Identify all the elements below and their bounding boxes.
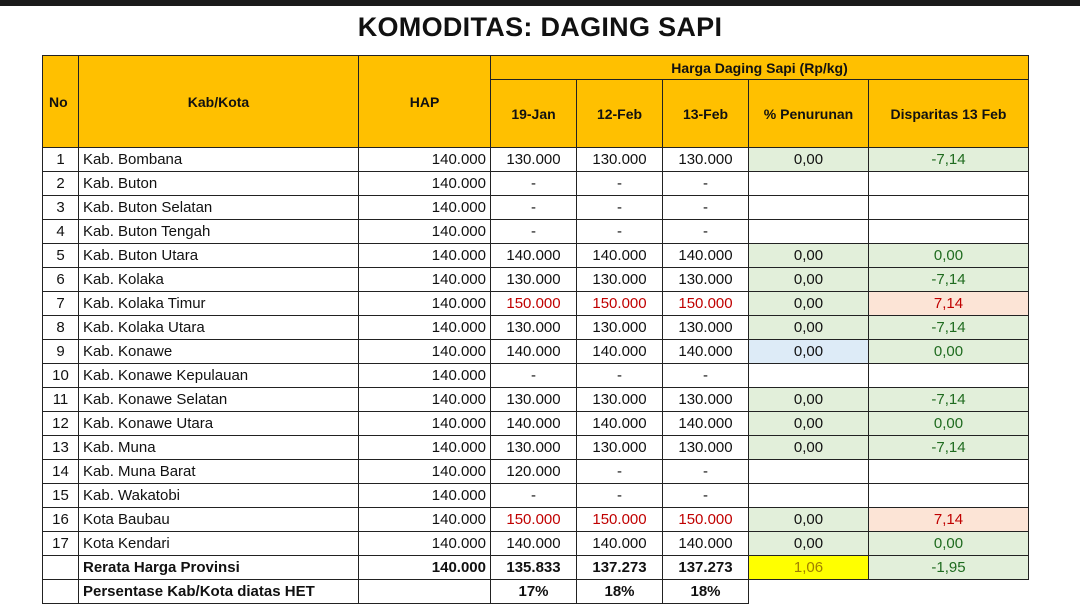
- row-no: 7: [43, 292, 79, 316]
- row-hap: 140.000: [359, 148, 491, 172]
- average-hap: 140.000: [359, 556, 491, 580]
- top-border: [0, 0, 1080, 6]
- row-penurunan: 0,00: [749, 268, 869, 292]
- row-13-feb: 130.000: [663, 268, 749, 292]
- row-19-jan: -: [491, 364, 577, 388]
- percentage-hap: [359, 580, 491, 604]
- row-hap: 140.000: [359, 364, 491, 388]
- row-19-jan: -: [491, 172, 577, 196]
- row-penurunan: 0,00: [749, 316, 869, 340]
- row-disparitas: -7,14: [869, 316, 1029, 340]
- row-penurunan: [749, 484, 869, 508]
- row-13-feb: -: [663, 364, 749, 388]
- row-no: 6: [43, 268, 79, 292]
- header-penurunan: % Penurunan: [749, 80, 869, 148]
- row-12-feb: 130.000: [577, 388, 663, 412]
- row-kab-kota: Kab. Bombana: [79, 148, 359, 172]
- row-no: 5: [43, 244, 79, 268]
- row-12-feb: 130.000: [577, 436, 663, 460]
- header-hap: HAP: [359, 56, 491, 148]
- row-no: 17: [43, 532, 79, 556]
- row-no: 10: [43, 364, 79, 388]
- row-no: 8: [43, 316, 79, 340]
- row-disparitas: 0,00: [869, 412, 1029, 436]
- row-hap: 140.000: [359, 268, 491, 292]
- row-no: 1: [43, 148, 79, 172]
- row-12-feb: 140.000: [577, 340, 663, 364]
- header-12-feb: 12-Feb: [577, 80, 663, 148]
- average-12-feb: 137.273: [577, 556, 663, 580]
- row-19-jan: -: [491, 196, 577, 220]
- row-12-feb: -: [577, 196, 663, 220]
- row-kab-kota: Kab. Wakatobi: [79, 484, 359, 508]
- percentage-no: [43, 580, 79, 604]
- row-19-jan: 140.000: [491, 244, 577, 268]
- row-penurunan: 0,00: [749, 436, 869, 460]
- row-13-feb: 140.000: [663, 412, 749, 436]
- row-penurunan: 0,00: [749, 508, 869, 532]
- row-19-jan: 130.000: [491, 316, 577, 340]
- row-no: 11: [43, 388, 79, 412]
- row-12-feb: -: [577, 364, 663, 388]
- row-hap: 140.000: [359, 220, 491, 244]
- row-hap: 140.000: [359, 172, 491, 196]
- percentage-empty-1: [749, 580, 869, 604]
- row-penurunan: 0,00: [749, 244, 869, 268]
- row-13-feb: 150.000: [663, 508, 749, 532]
- row-hap: 140.000: [359, 532, 491, 556]
- row-no: 2: [43, 172, 79, 196]
- row-disparitas: 7,14: [869, 508, 1029, 532]
- row-penurunan: 0,00: [749, 388, 869, 412]
- row-no: 12: [43, 412, 79, 436]
- row-kab-kota: Kab. Buton: [79, 172, 359, 196]
- row-12-feb: 150.000: [577, 508, 663, 532]
- percentage-13-feb: 18%: [663, 580, 749, 604]
- table-row: [43, 460, 1029, 484]
- table-row: [43, 148, 1029, 172]
- table-row: [43, 436, 1029, 460]
- row-penurunan: [749, 172, 869, 196]
- table-row: [43, 196, 1029, 220]
- header-no: No: [43, 56, 79, 148]
- row-19-jan: 130.000: [491, 148, 577, 172]
- row-19-jan: 150.000: [491, 292, 577, 316]
- row-penurunan: [749, 220, 869, 244]
- percentage-label: Persentase Kab/Kota diatas HET: [79, 580, 359, 604]
- row-kab-kota: Kab. Kolaka Timur: [79, 292, 359, 316]
- row-kab-kota: Kab. Muna: [79, 436, 359, 460]
- row-penurunan: 0,00: [749, 292, 869, 316]
- row-no: 16: [43, 508, 79, 532]
- row-hap: 140.000: [359, 436, 491, 460]
- row-12-feb: 130.000: [577, 148, 663, 172]
- percentage-empty-2: [869, 580, 1029, 604]
- row-no: 3: [43, 196, 79, 220]
- row-19-jan: 130.000: [491, 436, 577, 460]
- row-hap: 140.000: [359, 316, 491, 340]
- row-12-feb: 130.000: [577, 268, 663, 292]
- row-hap: 140.000: [359, 460, 491, 484]
- row-no: 13: [43, 436, 79, 460]
- row-13-feb: -: [663, 220, 749, 244]
- row-13-feb: 140.000: [663, 532, 749, 556]
- row-13-feb: -: [663, 196, 749, 220]
- row-disparitas: [869, 484, 1029, 508]
- row-13-feb: 140.000: [663, 244, 749, 268]
- row-disparitas: -7,14: [869, 148, 1029, 172]
- row-12-feb: 140.000: [577, 244, 663, 268]
- row-kab-kota: Kota Baubau: [79, 508, 359, 532]
- row-hap: 140.000: [359, 340, 491, 364]
- row-penurunan: [749, 196, 869, 220]
- table-row: [43, 484, 1029, 508]
- average-disparitas: -1,95: [869, 556, 1029, 580]
- percentage-19-jan: 17%: [491, 580, 577, 604]
- page-title: KOMODITAS: DAGING SAPI: [357, 12, 723, 42]
- row-disparitas: [869, 196, 1029, 220]
- row-hap: 140.000: [359, 388, 491, 412]
- row-19-jan: 130.000: [491, 268, 577, 292]
- row-disparitas: [869, 364, 1029, 388]
- row-13-feb: 140.000: [663, 340, 749, 364]
- header-disparitas: Disparitas 13 Feb: [869, 80, 1029, 148]
- row-12-feb: 140.000: [577, 412, 663, 436]
- row-kab-kota: Kab. Buton Selatan: [79, 196, 359, 220]
- row-disparitas: 0,00: [869, 340, 1029, 364]
- table-row: [43, 316, 1029, 340]
- price-table: [42, 55, 1029, 604]
- row-kab-kota: Kab. Konawe Utara: [79, 412, 359, 436]
- row-disparitas: 0,00: [869, 244, 1029, 268]
- header-price-group: Harga Daging Sapi (Rp/kg): [491, 56, 1029, 80]
- row-disparitas: [869, 460, 1029, 484]
- average-no: [43, 556, 79, 580]
- row-disparitas: [869, 172, 1029, 196]
- row-disparitas: -7,14: [869, 436, 1029, 460]
- row-no: 15: [43, 484, 79, 508]
- table-row: [43, 172, 1029, 196]
- table-body: [43, 148, 1029, 556]
- row-kab-kota: Kab. Konawe: [79, 340, 359, 364]
- percentage-row: [43, 580, 1029, 604]
- header-13-feb: 13-Feb: [663, 80, 749, 148]
- percentage-12-feb: 18%: [577, 580, 663, 604]
- row-disparitas: -7,14: [869, 388, 1029, 412]
- row-19-jan: -: [491, 484, 577, 508]
- row-19-jan: 150.000: [491, 508, 577, 532]
- average-19-jan: 135.833: [491, 556, 577, 580]
- average-penurunan: 1,06: [749, 556, 869, 580]
- row-kab-kota: Kab. Konawe Kepulauan: [79, 364, 359, 388]
- table-row: [43, 292, 1029, 316]
- table-row: [43, 508, 1029, 532]
- row-13-feb: 130.000: [663, 148, 749, 172]
- row-kab-kota: Kab. Buton Tengah: [79, 220, 359, 244]
- row-19-jan: 140.000: [491, 340, 577, 364]
- row-12-feb: 130.000: [577, 316, 663, 340]
- row-disparitas: 0,00: [869, 532, 1029, 556]
- row-hap: 140.000: [359, 292, 491, 316]
- row-19-jan: 140.000: [491, 412, 577, 436]
- row-no: 9: [43, 340, 79, 364]
- row-kab-kota: Kab. Konawe Selatan: [79, 388, 359, 412]
- row-kab-kota: Kab. Kolaka Utara: [79, 316, 359, 340]
- row-kab-kota: Kota Kendari: [79, 532, 359, 556]
- row-19-jan: 120.000: [491, 460, 577, 484]
- row-no: 14: [43, 460, 79, 484]
- row-kab-kota: Kab. Buton Utara: [79, 244, 359, 268]
- row-13-feb: -: [663, 172, 749, 196]
- table-row: [43, 244, 1029, 268]
- row-13-feb: 130.000: [663, 316, 749, 340]
- row-13-feb: -: [663, 460, 749, 484]
- row-disparitas: -7,14: [869, 268, 1029, 292]
- row-12-feb: 150.000: [577, 292, 663, 316]
- row-hap: 140.000: [359, 244, 491, 268]
- row-12-feb: -: [577, 172, 663, 196]
- table-row: [43, 388, 1029, 412]
- header-19-jan: 19-Jan: [491, 80, 577, 148]
- row-disparitas: 7,14: [869, 292, 1029, 316]
- row-hap: 140.000: [359, 484, 491, 508]
- row-penurunan: [749, 364, 869, 388]
- header-kab-kota: Kab/Kota: [79, 56, 359, 148]
- row-12-feb: -: [577, 220, 663, 244]
- row-hap: 140.000: [359, 196, 491, 220]
- row-hap: 140.000: [359, 508, 491, 532]
- row-12-feb: 140.000: [577, 532, 663, 556]
- row-13-feb: 130.000: [663, 388, 749, 412]
- average-13-feb: 137.273: [663, 556, 749, 580]
- row-19-jan: 130.000: [491, 388, 577, 412]
- row-no: 4: [43, 220, 79, 244]
- row-penurunan: 0,00: [749, 148, 869, 172]
- row-19-jan: 140.000: [491, 532, 577, 556]
- table-row: [43, 364, 1029, 388]
- table-row: [43, 220, 1029, 244]
- average-row: [43, 556, 1029, 580]
- table-row: [43, 340, 1029, 364]
- row-penurunan: 0,00: [749, 340, 869, 364]
- row-penurunan: 0,00: [749, 532, 869, 556]
- table-row: [43, 532, 1029, 556]
- row-hap: 140.000: [359, 412, 491, 436]
- row-disparitas: [869, 220, 1029, 244]
- average-label: Rerata Harga Provinsi: [79, 556, 359, 580]
- row-penurunan: 0,00: [749, 412, 869, 436]
- table-row: [43, 412, 1029, 436]
- row-penurunan: [749, 460, 869, 484]
- row-19-jan: -: [491, 220, 577, 244]
- row-kab-kota: Kab. Kolaka: [79, 268, 359, 292]
- row-12-feb: -: [577, 460, 663, 484]
- row-kab-kota: Kab. Muna Barat: [79, 460, 359, 484]
- row-13-feb: -: [663, 484, 749, 508]
- row-12-feb: -: [577, 484, 663, 508]
- table-row: [43, 268, 1029, 292]
- row-13-feb: 130.000: [663, 436, 749, 460]
- row-13-feb: 150.000: [663, 292, 749, 316]
